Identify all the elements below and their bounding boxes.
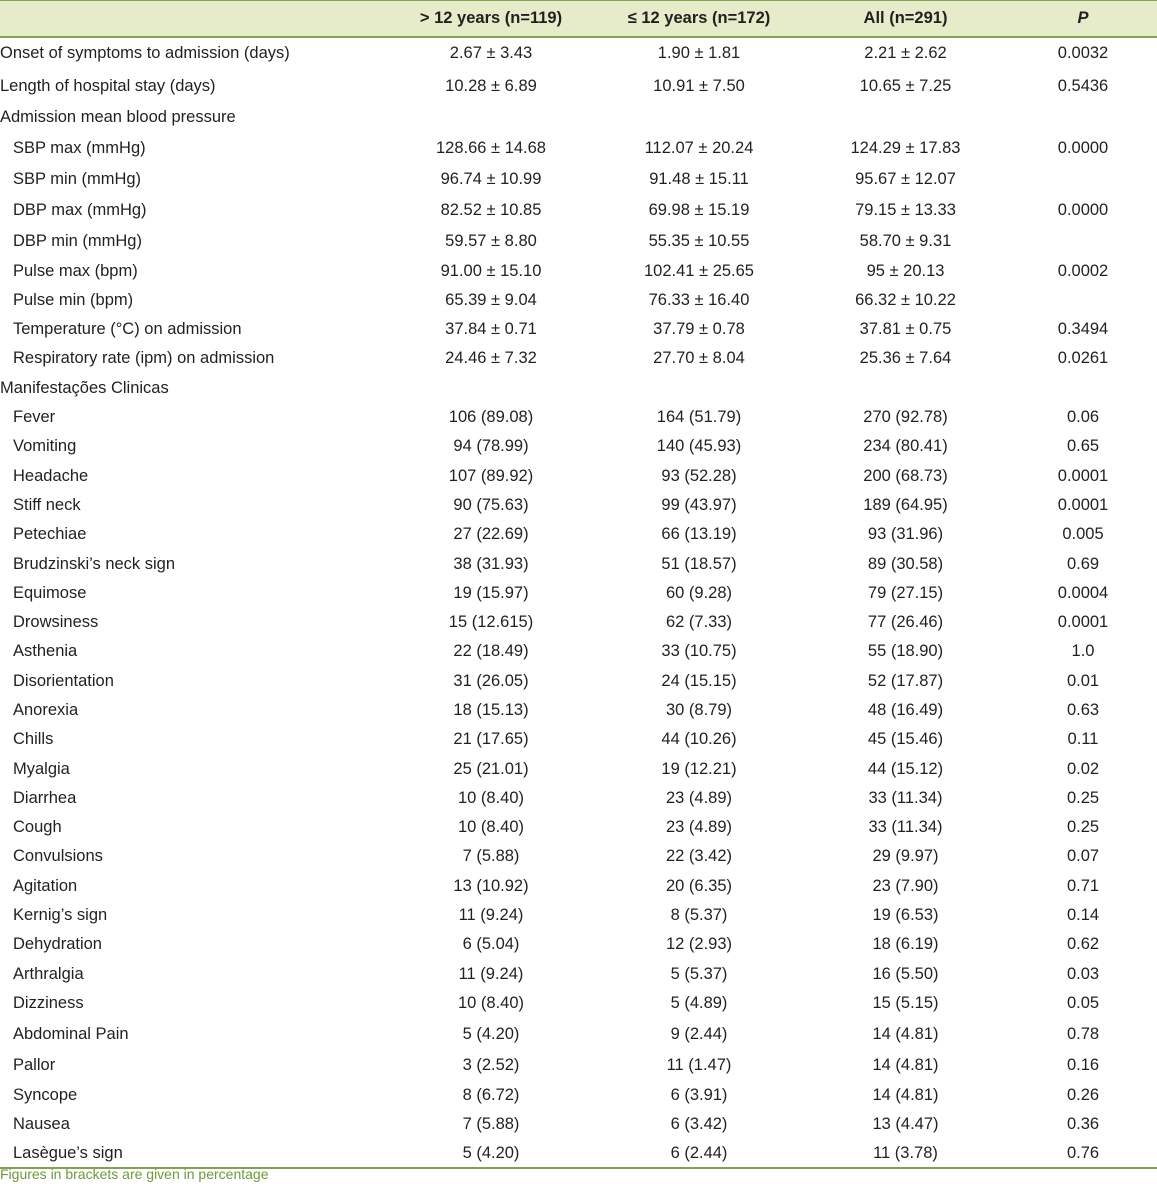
table-row (0, 901, 1157, 930)
cell-all: 66.32 ± 10.22 (855, 290, 956, 309)
cell-under-12: 140 (45.93) (656, 437, 742, 456)
cell-under-12: 10.91 ± 7.50 (653, 76, 745, 95)
cell-p-value: 1.0 (1071, 642, 1095, 661)
cell-all: 33 (11.34) (868, 818, 943, 837)
cell-all: 23 (7.90) (872, 876, 939, 895)
cell-all: 77 (26.46) (867, 613, 944, 632)
cell-p-value: 0.0001 (1057, 495, 1109, 514)
cell-under-12: 99 (43.97) (661, 495, 737, 514)
cell-all: 124.29 ± 17.83 (850, 138, 961, 157)
cell-over-12: 91.00 ± 15.10 (440, 261, 542, 280)
cell-p-value: 0.0001 (1057, 466, 1109, 485)
table-row (0, 960, 1157, 989)
cell-under-12: 19 (12.21) (661, 759, 737, 778)
cell-all: 55 (18.90) (867, 642, 944, 661)
table-row (0, 165, 1157, 194)
cell-over-12: 10 (8.40) (457, 788, 525, 807)
cell-all (802, 103, 1009, 132)
cell-p-value: 0.06 (1066, 408, 1100, 427)
cell-p-value: 0.36 (1066, 1114, 1100, 1133)
row-label: Brudzinski’s neck sign (13, 554, 176, 573)
table-footnote: Figures in brackets are given in percentage (0, 1166, 269, 1182)
cell-p-value: 0.0000 (1057, 201, 1109, 220)
cell-all: 37.81 ± 0.75 (859, 320, 952, 339)
cell-all: 52 (17.87) (867, 671, 944, 690)
row-label: Disorientation (13, 671, 114, 690)
table-row (0, 227, 1157, 256)
cell-p-value: 0.05 (1066, 993, 1100, 1012)
cell-over-12: 94 (78.99) (453, 437, 529, 456)
cell-over-12: 13 (10.92) (453, 876, 529, 895)
cell-over-12: 37.84 ± 0.71 (445, 320, 537, 339)
cell-under-12: 60 (9.28) (665, 583, 733, 602)
row-label: Myalgia (13, 759, 70, 778)
cell-all: 14 (4.81) (872, 1025, 939, 1044)
table-row (0, 344, 1157, 373)
table-row (0, 1139, 1157, 1168)
cell-under-12: 102.41 ± 25.65 (644, 261, 754, 280)
cell-over-12: 10.28 ± 6.89 (445, 76, 537, 95)
cell-under-12: 93 (52.28) (661, 466, 737, 485)
cell-all: 2.21 ± 2.62 (864, 44, 947, 62)
table-row (0, 491, 1157, 520)
table-row (0, 549, 1157, 578)
cell-p-value: 0.14 (1066, 906, 1100, 925)
cell-p-value: 0.63 (1066, 700, 1100, 719)
cell-all: 19 (6.53) (872, 906, 939, 925)
table-row (0, 70, 1157, 103)
row-label: Chills (13, 730, 54, 749)
table-row (0, 872, 1157, 901)
cell-p-value (1009, 374, 1157, 403)
cell-all: 270 (92.78) (863, 408, 948, 427)
cell-over-12: 24.46 ± 7.32 (445, 349, 537, 368)
cell-over-12: 82.52 ± 10.85 (440, 201, 542, 220)
row-label: Cough (13, 818, 62, 837)
cell-p-value: 0.0002 (1057, 261, 1109, 280)
row-label: Syncope (13, 1085, 78, 1104)
header-label-col (0, 1, 386, 37)
row-label: SBP min (mmHg) (13, 169, 142, 188)
row-label: Onset of symptoms to admission (days) (0, 44, 290, 62)
cell-under-12: 37.79 ± 0.78 (653, 320, 745, 339)
table-row (0, 930, 1157, 959)
header-all: All (n=291) (802, 1, 1009, 37)
cell-under-12: 69.98 ± 15.19 (648, 201, 750, 220)
cell-under-12: 12 (2.93) (665, 935, 733, 954)
table-body (0, 37, 1157, 1169)
cell-all: 45 (15.46) (867, 730, 944, 749)
row-label: SBP max (mmHg) (13, 138, 146, 157)
table-row (0, 256, 1157, 285)
cell-over-12: 27 (22.69) (453, 525, 529, 544)
cell-over-12: 5 (4.20) (462, 1025, 520, 1044)
table-row (0, 1110, 1157, 1139)
table-row (0, 725, 1157, 754)
cell-over-12: 90 (75.63) (453, 495, 529, 514)
cell-over-12: 19 (15.97) (453, 583, 529, 602)
row-label: Stiff neck (13, 495, 81, 514)
cell-under-12: 20 (6.35) (665, 876, 733, 895)
cell-p-value (1009, 227, 1157, 256)
cell-p-value: 0.07 (1066, 847, 1100, 866)
cell-under-12: 8 (5.37) (670, 906, 728, 925)
row-label: Convulsions (13, 847, 103, 866)
row-label: Respiratory rate (ipm) on admission (13, 349, 275, 368)
row-label: Kernig’s sign (13, 906, 108, 925)
cell-p-value: 0.62 (1066, 935, 1100, 954)
cell-p-value (1009, 165, 1157, 194)
table-row (0, 132, 1157, 165)
cell-all: 10.65 ± 7.25 (859, 76, 952, 95)
cell-under-12: 27.70 ± 8.04 (653, 349, 745, 368)
cell-p-value: 0.0032 (1057, 44, 1109, 62)
cell-over-12: 128.66 ± 14.68 (436, 138, 546, 157)
cell-under-12: 51 (18.57) (661, 554, 737, 573)
cell-p-value: 0.0004 (1057, 583, 1109, 602)
table-row (0, 194, 1157, 227)
row-label: Petechiae (13, 525, 87, 544)
cell-under-12: 62 (7.33) (665, 613, 733, 632)
table-row (0, 1080, 1157, 1109)
cell-under-12: 5 (5.37) (670, 964, 728, 983)
row-label: Vomiting (13, 437, 77, 456)
cell-under-12: 6 (3.91) (670, 1085, 728, 1104)
cell-p-value: 0.0001 (1057, 613, 1109, 632)
row-label: Fever (13, 408, 56, 427)
cell-all: 18 (6.19) (872, 935, 939, 954)
cell-all (802, 374, 1009, 403)
cell-over-12: 25 (21.01) (453, 759, 529, 778)
table-row (0, 989, 1157, 1018)
cell-p-value: 0.71 (1066, 876, 1100, 895)
row-label: Agitation (13, 876, 78, 895)
row-label: Pallor (13, 1056, 56, 1075)
row-label: Pulse min (bpm) (13, 290, 134, 309)
row-label: Diarrhea (13, 788, 77, 807)
cell-p-value: 0.69 (1066, 554, 1100, 573)
cell-all: 15 (5.15) (872, 993, 939, 1012)
cell-over-12: 15 (12.615) (448, 613, 534, 632)
header-under-12: ≤ 12 years (n=172) (596, 1, 802, 37)
cell-all: 79.15 ± 13.33 (855, 201, 956, 220)
cell-p-value: 0.25 (1066, 818, 1100, 837)
cell-all: 58.70 ± 9.31 (859, 232, 952, 251)
cell-over-12: 3 (2.52) (462, 1056, 520, 1075)
cell-over-12: 106 (89.08) (448, 408, 534, 427)
cell-over-12: 11 (9.24) (458, 964, 524, 983)
cell-under-12 (596, 103, 802, 132)
cell-all: 11 (3.78) (802, 1139, 1009, 1168)
table-row (0, 784, 1157, 813)
cell-all: 44 (15.12) (867, 759, 944, 778)
table-row (0, 579, 1157, 608)
row-label: Equimose (13, 583, 87, 602)
row-label: Headache (13, 466, 89, 485)
cell-under-12 (596, 374, 802, 403)
table-row (0, 37, 1157, 70)
cell-over-12: 21 (17.65) (453, 730, 529, 749)
cell-p-value: 0.01 (1066, 671, 1100, 690)
row-label: Nausea (13, 1114, 70, 1133)
cell-p-value (1009, 286, 1157, 315)
row-label: Dehydration (13, 935, 102, 954)
cell-over-12: 107 (89.92) (448, 466, 534, 485)
table-row (0, 286, 1157, 315)
table-row (0, 315, 1157, 344)
cell-over-12: 11 (9.24) (458, 906, 524, 925)
row-label: DBP max (mmHg) (13, 201, 147, 220)
cell-under-12: 66 (13.19) (661, 525, 737, 544)
cell-p-value: 0.0261 (1057, 349, 1109, 368)
row-label: Asthenia (13, 642, 78, 661)
cell-over-12: 5 (4.20) (386, 1139, 596, 1168)
cell-under-12: 9 (2.44) (670, 1025, 728, 1044)
cell-over-12: 8 (6.72) (462, 1085, 520, 1104)
table-row (0, 103, 1157, 132)
table-header-row (0, 1, 1157, 37)
table-row (0, 667, 1157, 696)
table-row (0, 520, 1157, 549)
cell-all: 95.67 ± 12.07 (855, 169, 956, 188)
cell-under-12: 24 (15.15) (661, 671, 737, 690)
cell-under-12: 164 (51.79) (656, 408, 742, 427)
cell-over-12: 7 (5.88) (462, 1114, 520, 1133)
cell-all: 79 (27.15) (867, 583, 944, 602)
cell-over-12: 31 (26.05) (453, 671, 529, 690)
cell-p-value: 0.16 (1066, 1056, 1100, 1075)
cell-all: 93 (31.96) (867, 525, 944, 544)
cell-all: 48 (16.49) (867, 700, 944, 719)
cell-p-value: 0.11 (1067, 730, 1099, 749)
cell-p-value: 0.0000 (1057, 138, 1109, 157)
row-label: Manifestações Clinicas (0, 378, 169, 397)
cell-p-value: 0.005 (1062, 525, 1104, 544)
cell-over-12: 38 (31.93) (453, 554, 529, 573)
row-label: Arthralgia (13, 964, 84, 983)
cell-under-12: 91.48 ± 15.11 (649, 169, 749, 188)
cell-under-12: 23 (4.89) (665, 788, 733, 807)
cell-p-value (1009, 103, 1157, 132)
cell-under-12: 6 (2.44) (596, 1139, 802, 1168)
cell-all: 29 (9.97) (872, 847, 939, 866)
row-label: Lasègue’s sign (0, 1139, 386, 1168)
cell-under-12: 112.07 ± 20.24 (644, 138, 754, 157)
table-row (0, 1051, 1157, 1080)
cell-over-12: 10 (8.40) (457, 818, 525, 837)
cell-under-12: 11 (1.47) (666, 1056, 732, 1075)
cell-under-12: 44 (10.26) (661, 730, 737, 749)
row-label: Dizziness (13, 993, 84, 1012)
cell-under-12: 6 (3.42) (670, 1114, 728, 1133)
cell-p-value: 0.65 (1066, 437, 1100, 456)
cell-under-12: 30 (8.79) (665, 700, 733, 719)
table-row (0, 813, 1157, 842)
header-over-12: > 12 years (n=119) (386, 1, 596, 37)
row-label: Abdominal Pain (13, 1025, 129, 1044)
cell-p-value: 0.25 (1066, 788, 1100, 807)
cell-under-12: 5 (4.89) (670, 993, 728, 1012)
cell-over-12: 6 (5.04) (462, 935, 520, 954)
cell-over-12: 22 (18.49) (453, 642, 529, 661)
cell-all: 200 (68.73) (863, 466, 948, 485)
cell-all: 234 (80.41) (863, 437, 948, 456)
cell-over-12: 59.57 ± 8.80 (445, 232, 537, 251)
row-label: Length of hospital stay (days) (0, 76, 216, 95)
cell-under-12: 22 (3.42) (665, 847, 733, 866)
cell-all: 95 ± 20.13 (866, 261, 945, 280)
cell-over-12 (386, 103, 596, 132)
cell-all: 13 (4.47) (872, 1114, 939, 1133)
cell-over-12: 96.74 ± 10.99 (440, 169, 542, 188)
cell-under-12: 33 (10.75) (661, 642, 737, 661)
table-row (0, 754, 1157, 783)
cell-all: 89 (30.58) (867, 554, 944, 573)
table-row (0, 374, 1157, 403)
cell-over-12: 18 (15.13) (453, 700, 529, 719)
table-row (0, 403, 1157, 432)
cell-under-12: 23 (4.89) (665, 818, 733, 837)
table-row (0, 608, 1157, 637)
row-label: DBP min (mmHg) (13, 232, 142, 251)
table-row (0, 1018, 1157, 1051)
cell-under-12: 55.35 ± 10.55 (648, 232, 750, 251)
table-row (0, 432, 1157, 461)
cell-p-value: 0.26 (1066, 1085, 1100, 1104)
row-label: Pulse max (bpm) (13, 261, 138, 280)
cell-over-12 (386, 374, 596, 403)
cell-over-12: 65.39 ± 9.04 (445, 290, 537, 309)
cell-over-12: 7 (5.88) (462, 847, 520, 866)
row-label: Drowsiness (13, 613, 99, 632)
cell-under-12: 1.90 ± 1.81 (657, 44, 741, 62)
cell-all: 16 (5.50) (872, 964, 939, 983)
cell-all: 14 (4.81) (872, 1085, 939, 1104)
table-row (0, 842, 1157, 871)
cell-all: 14 (4.81) (872, 1056, 939, 1075)
table-row (0, 637, 1157, 666)
row-label: Anorexia (13, 700, 79, 719)
header-p-value: P (1009, 1, 1157, 37)
cell-p-value: 0.5436 (1057, 76, 1109, 95)
row-label: Temperature (°C) on admission (13, 320, 242, 339)
cell-under-12: 76.33 ± 16.40 (648, 290, 750, 309)
table-row (0, 696, 1157, 725)
cell-p-value: 0.78 (1066, 1025, 1100, 1044)
row-label: Admission mean blood pressure (0, 107, 236, 126)
cell-p-value: 0.3494 (1057, 320, 1109, 339)
cell-over-12: 2.67 ± 3.43 (449, 44, 533, 62)
cell-all: 189 (64.95) (863, 495, 948, 514)
cell-over-12: 10 (8.40) (457, 993, 525, 1012)
table-row (0, 461, 1157, 490)
cell-p-value: 0.03 (1066, 964, 1100, 983)
cell-all: 25.36 ± 7.64 (859, 349, 952, 368)
cell-p-value: 0.76 (1009, 1139, 1157, 1168)
cell-all: 33 (11.34) (868, 788, 943, 807)
cell-p-value: 0.02 (1066, 759, 1100, 778)
